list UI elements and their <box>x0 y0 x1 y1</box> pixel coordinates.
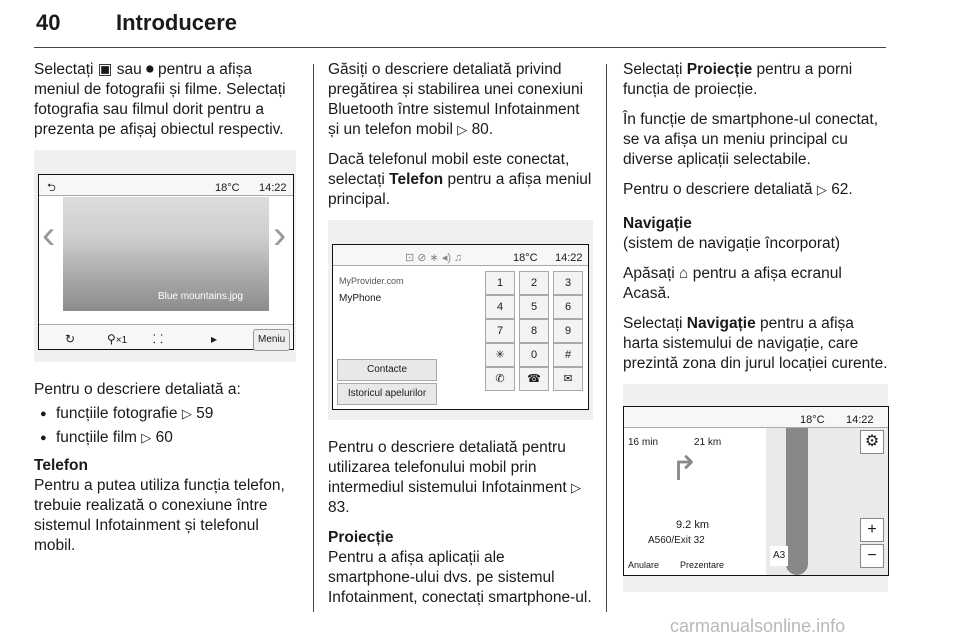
contacts-button: Contacte <box>337 359 437 381</box>
clock: 14:22 <box>555 252 583 264</box>
page-ref-icon: ▷ <box>816 182 827 197</box>
page-number: 40 <box>36 10 61 35</box>
overview-button: Prezentare <box>680 560 725 570</box>
screen-phone <box>328 220 593 420</box>
paragraph: Pentru a putea utiliza funcția telefon, trebuie realizată o conexiune între sistemul Infotainment și telefonul mobil. <box>34 477 285 554</box>
rotate-icon: ↻ <box>65 332 76 346</box>
list-item: ● funcțiile film ▷ 60 <box>34 428 296 448</box>
status-icons: ⊡ ⊘ ∗ ◂) ♫ <box>405 252 463 264</box>
display-frame <box>623 406 889 576</box>
total-distance: 21 km <box>694 437 722 448</box>
paragraph: Selectați Proiecție pentru a porni funcția de proiecție. <box>623 61 853 98</box>
paragraph: Dacă telefonul mobil este conectat, selectați Telefon pentru a afișa meniul principal. <box>328 151 592 208</box>
paragraph: În funcție de smartphone-ul conectat, se va afișa un meniu principal cu diverse aplicații selectabile. <box>623 111 879 168</box>
back-icon: ⮌ <box>47 182 56 194</box>
temperature: 18°C <box>513 252 538 264</box>
keypad-key: ✳ <box>485 343 515 367</box>
screen-photos <box>34 150 296 362</box>
paragraph: Selectați Navigație pentru a afișa harta sistemului de navigație, care prezintă zona din jurul locației curente. <box>623 315 888 372</box>
status-bar <box>333 245 588 266</box>
call-icon: ✆ <box>485 367 515 391</box>
status-bar <box>39 175 293 196</box>
paragraph: Pentru o descriere detaliată a: <box>34 381 241 398</box>
play-icon: ▸ <box>211 332 218 346</box>
display-frame <box>332 244 589 410</box>
keypad-key: 1 <box>485 271 515 295</box>
zoom-out-icon: − <box>860 544 884 568</box>
display-frame <box>38 174 294 350</box>
road-label: A3 <box>770 546 788 566</box>
clock: 14:22 <box>259 182 287 194</box>
voicemail-icon: ✉ <box>553 367 583 391</box>
cancel-button: Anulare <box>628 560 660 570</box>
column-1 <box>34 60 296 566</box>
photo-caption: Blue mountains.jpg <box>157 291 243 302</box>
call-history-button: Istoricul apelurilor <box>337 383 437 405</box>
list-item: ● funcțiile fotografie ▷ 59 <box>34 404 296 424</box>
screen-navigation <box>623 384 888 592</box>
keypad-key: # <box>553 343 583 367</box>
keypad-key: 6 <box>553 295 583 319</box>
watermark: carmanualsonline.info <box>670 616 846 636</box>
keypad-key: 8 <box>519 319 549 343</box>
keypad-key: 2 <box>519 271 549 295</box>
zoom-in-icon: + <box>860 518 884 542</box>
section-heading: Telefon <box>34 457 88 474</box>
paragraph: Selectați ▣ sau ⏺ pentru a afișa meniul de fotografii și filme. Selectați fotografia sau filmul dorit pentru a prezenta pe afișaj obiectul respectiv. <box>34 61 286 138</box>
chevron-left-icon: ‹ <box>42 213 56 257</box>
exit-name: A560/Exit 32 <box>648 535 705 546</box>
status-bar <box>624 407 888 428</box>
temperature: 18°C <box>215 182 240 194</box>
phone-name: MyPhone <box>339 293 382 304</box>
keypad-key: 5 <box>519 295 549 319</box>
keypad-key: 9 <box>553 319 583 343</box>
paragraph: Pentru o descriere detaliată ▷ 62. <box>623 181 853 198</box>
temperature: 18°C <box>800 414 825 426</box>
zoom-icon: ⚲×1 <box>107 332 128 346</box>
bullet-list <box>34 404 296 448</box>
toolbar <box>39 324 293 349</box>
page-ref-icon: ▷ <box>457 122 468 137</box>
page-title: Introducere <box>116 10 238 35</box>
provider-label: MyProvider.com <box>339 276 404 286</box>
column-divider <box>313 64 314 612</box>
column-2 <box>328 60 593 618</box>
eta: 16 min <box>628 437 659 448</box>
section-heading: Navigație <box>623 215 692 232</box>
chevron-right-icon: › <box>273 213 287 257</box>
section-heading: Proiecție <box>328 529 394 546</box>
clock: 14:22 <box>846 414 874 426</box>
paragraph: Apăsați ⌂ pentru a afișa ecranul Acasă. <box>623 265 842 302</box>
paragraph: Pentru o descriere detaliată pentru utilizarea telefonului mobil prin intermediul sistemului Infotainment ▷ 83. <box>328 439 581 516</box>
header-rule <box>34 47 886 48</box>
slideshow-icon: ⸬ <box>153 332 163 346</box>
column-divider <box>606 64 607 612</box>
paragraph: Găsiți o descriere detaliată privind pregătirea și stabilirea unei conexiuni Bluetooth între sistemul Infotainment și un telefon mobil ▷ 80. <box>328 61 584 138</box>
menu-button: Meniu <box>253 329 290 351</box>
page-ref-icon: ▷ <box>570 480 581 495</box>
page-ref-icon: ▷ <box>181 406 192 421</box>
route-line <box>786 428 808 575</box>
keypad-key: 3 <box>553 271 583 295</box>
column-3 <box>623 60 888 610</box>
map-view <box>766 428 888 575</box>
next-distance: 9.2 km <box>676 519 710 531</box>
photo-preview <box>63 197 269 311</box>
keypad-key: 0 <box>519 343 549 367</box>
settings-icon: ⚙ <box>860 430 884 454</box>
page-header <box>34 0 886 50</box>
turn-arrow-icon: ↱ <box>670 450 699 488</box>
page-ref-icon: ▷ <box>141 430 152 445</box>
paragraph: (sistem de navigație încorporat) <box>623 235 841 252</box>
paragraph: Pentru a afișa aplicații ale smartphone-ului dvs. pe sistemul Infotainment, conectați smartphone-ul. <box>328 549 592 606</box>
keypad-key: 4 <box>485 295 515 319</box>
hangup-icon: ☎ <box>519 367 549 391</box>
keypad-key: 7 <box>485 319 515 343</box>
home-icon: ⌂ <box>679 265 689 282</box>
